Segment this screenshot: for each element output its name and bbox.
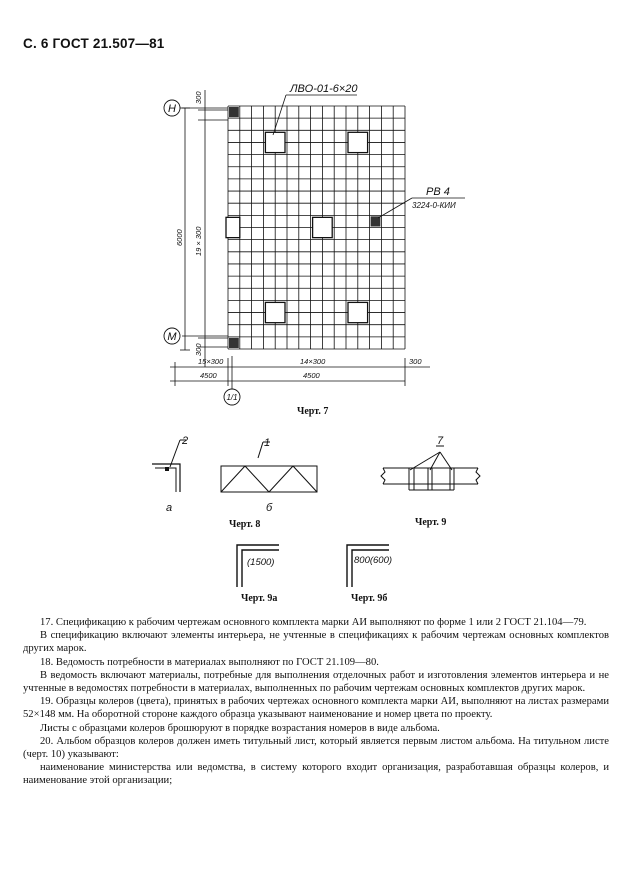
dimension-lines [170, 90, 465, 392]
drawing9a-value: (1500) [247, 557, 275, 568]
dim-right-300: 300 [409, 357, 422, 366]
grid-opening [313, 217, 333, 237]
drawing8-label-b: б [266, 502, 273, 514]
rv-code-label: 3224-0-КИИ [412, 201, 456, 210]
paragraph-19b: Листы с образцами колеров брошюруют в порядке возрастания номеров в виде альбома. [40, 722, 440, 734]
body-text [23, 616, 609, 788]
drawing8-label-2: 2 [182, 435, 189, 447]
paragraph-20: 20. Альбом образцов колеров должен иметь титульный лист, который является первым листом альбома. На титульном листе (черт. 10) указывают: [23, 735, 609, 761]
axis-label-n: Н [168, 103, 176, 115]
drawing8-label-a: а [166, 502, 173, 514]
grid-opening [265, 302, 285, 322]
dim-300-bottom: 300 [194, 343, 203, 356]
grid-opening [348, 302, 368, 322]
drawing-7 [0, 0, 631, 430]
grid-dark-tile [229, 338, 239, 348]
grid-dark-tile [229, 107, 239, 117]
panel-label: ЛВО-01-6×20 [290, 83, 358, 95]
rv-label: РВ 4 [426, 186, 450, 198]
caption-drawing-9a: Черт. 9а [241, 593, 278, 604]
caption-drawing-8: Черт. 8 [229, 519, 261, 530]
axis-label-m: М [167, 331, 177, 343]
paragraph-18: 18. Ведомость потребности в материалах выполняют по ГОСТ 21.109—80. [40, 656, 379, 668]
grid-edge-opening [226, 217, 240, 237]
drawing9-label-7: 7 [437, 435, 444, 447]
dim-6000: 6000 [175, 229, 184, 246]
drawing9b-value: 800(600) [354, 555, 393, 566]
caption-drawing-9b: Черт. 9б [351, 593, 388, 604]
caption-drawing-9: Черт. 9 [415, 517, 447, 528]
paragraph-17b: В спецификацию включают элементы интерьера, не учтенные в спецификациях к рабочим чертежам основных комплектов других марок. [23, 630, 609, 655]
dim-4500-right: 4500 [303, 371, 320, 380]
dim-14x300: 14×300 [300, 357, 326, 366]
axis-label-column: 1/1 [226, 393, 238, 402]
paragraph-20b: наименование министерства или ведомства, в систему которого входит организация, разработавшая образцы колеров, и наименование этой организации; [23, 762, 609, 787]
drawing8-label-1: 1 [264, 437, 271, 449]
dim-300-top: 300 [194, 91, 203, 104]
paragraph-19: 19. Образцы колеров (цвета), принятых в рабочих чертежах основного комплекта марки АИ, выполняют на листах размерами 52×148 мм. На оборотной стороне каждого образца указывают наименование и номер цвета по проекту. [23, 696, 609, 721]
drawing-9a-9b [0, 535, 631, 605]
page-header: С. 6 ГОСТ 21.507—81 [23, 36, 165, 51]
dim-19x300: 19 × 300 [194, 226, 203, 256]
caption-drawing-7: Черт. 7 [297, 406, 329, 417]
grid-opening [348, 132, 368, 152]
grid-opening [265, 132, 285, 152]
paragraph-17: 17. Спецификацию к рабочим чертежам основного комплекта марки АИ выполняют по форме 1 или 2 ГОСТ 21.104—79. [40, 617, 587, 628]
paragraph-18b: В ведомость включают материалы, потребные для выполнения отделочных работ и изготовления элементов интерьера и не учтенные в ведомостях потребности в материалах, выполненных по рабочим чертежам основных комплектов других марок. [23, 669, 609, 695]
dim-15x300: 15×300 [198, 357, 224, 366]
dim-4500-left: 4500 [200, 371, 217, 380]
